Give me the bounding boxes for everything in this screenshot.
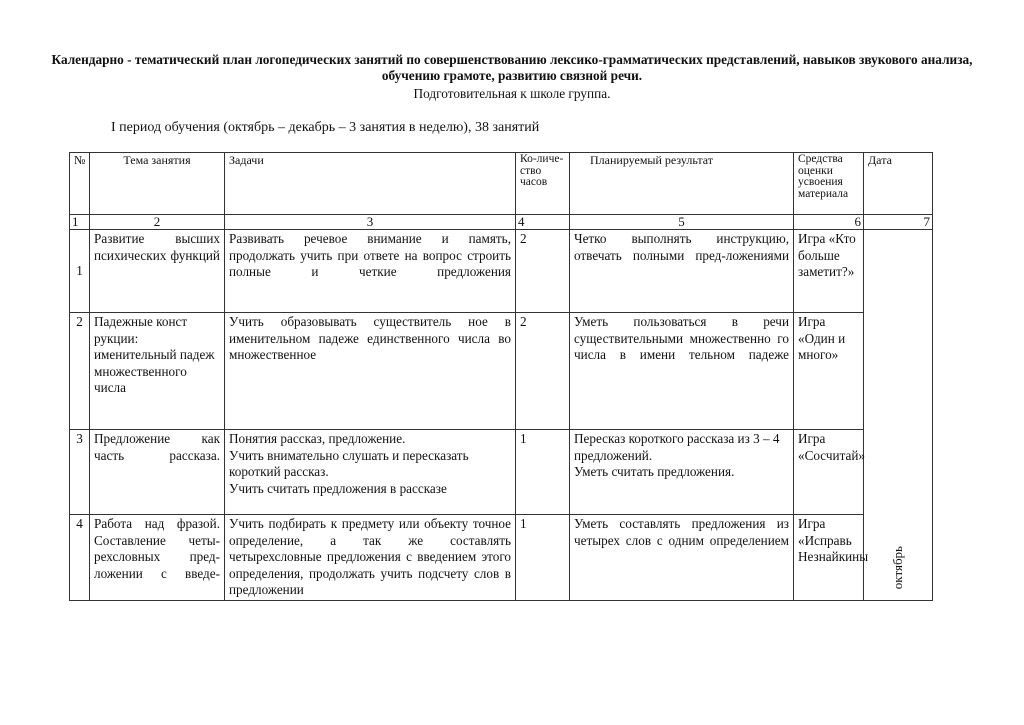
header-topic: Тема занятия <box>90 153 225 215</box>
row-means: Игра «Исправь Незнайкины <box>794 515 864 601</box>
header-hours: Ко-личе-ство часов <box>516 153 570 215</box>
row-result: Уметь составлять предложения из четырех слов с одним определением <box>570 515 794 601</box>
table-row <box>70 230 933 313</box>
row-means: Игра «Кто больше заметит?» <box>794 230 864 313</box>
task-line: Учить внимательно слушать и пересказать короткий рассказ. <box>229 447 469 479</box>
table-row <box>70 313 933 430</box>
row-result <box>570 430 794 515</box>
header-means: Средства оценки усвоения материала <box>794 153 864 215</box>
row-result: Четко выполнять инструкцию, отвечать полными пред-ложениями <box>570 230 794 313</box>
table-row <box>70 515 933 601</box>
col-number: 4 <box>516 215 570 230</box>
col-number: 3 <box>225 215 516 230</box>
col-number: 6 <box>794 215 864 230</box>
header-tasks: Задачи <box>225 153 516 215</box>
row-hours: 2 <box>516 313 570 430</box>
col-number: 2 <box>90 215 225 230</box>
header-result: Планируемый результат <box>570 153 794 215</box>
month-label: октябрь <box>889 545 905 589</box>
row-topic: Работа над фразой. Составление четы-рехсловных пред-ложении с введе- <box>90 515 225 601</box>
col-number: 7 <box>864 215 933 230</box>
row-means: Игра «Один и много» <box>794 313 864 430</box>
period-heading: I период обучения (октябрь – декабрь – 3 занятия в неделю), 38 занятий <box>111 120 540 135</box>
table-row <box>70 430 933 515</box>
row-hours: 2 <box>516 230 570 313</box>
col-number: 1 <box>70 215 90 230</box>
header-row <box>70 153 933 215</box>
row-tasks: Учить подбирать к предмету или объекту точное определение, а так же составлять четырехсловные предложения с введением этого определения, продолжать учить подсчету слов в предложении <box>225 515 516 601</box>
document-subtitle: Подготовительная к школе группа. <box>413 86 611 101</box>
result-line: Пересказ короткого рассказа из 3 – 4 предложений. <box>574 431 780 463</box>
column-number-row <box>70 215 933 230</box>
lesson-plan-table <box>69 152 933 601</box>
row-topic: Предложение как часть рассказа. <box>90 430 225 515</box>
row-tasks <box>225 430 516 515</box>
header-date: Дата <box>864 153 933 215</box>
task-line: Понятия рассказ, предложение. <box>229 431 406 446</box>
document-title: Календарно - тематический план логопедических занятий по совершенствованию лексико-грамматических представлений, навыков звукового анализа, обучению грамоте, развитию связной речи. <box>51 52 973 83</box>
result-line: Уметь считать предложения. <box>574 464 735 479</box>
header-num: № <box>70 153 90 215</box>
row-number: 3 <box>70 430 90 515</box>
task-line: Учить считать предложения в рассказе <box>229 480 447 496</box>
row-number: 1 <box>70 230 90 313</box>
row-hours: 1 <box>516 430 570 515</box>
row-result: Уметь пользоваться в речи существительными множественно го числа в имени тельном падеже <box>570 313 794 430</box>
row-topic: Падежные конст рукции: именительный падеж множественного числа <box>90 313 225 430</box>
row-tasks: Развивать речевое внимание и память, продолжать учить при ответе на вопрос строить полные и четкие предложения <box>225 230 516 313</box>
row-tasks: Учить образовывать существитель ное в именительном падеже единственного числа во множественное <box>225 313 516 430</box>
row-topic: Развитие высших психических функций <box>90 230 225 313</box>
row-means: Игра «Сосчитай» <box>794 430 864 515</box>
row-hours: 1 <box>516 515 570 601</box>
col-number: 5 <box>570 215 794 230</box>
month-cell <box>864 230 933 601</box>
row-number: 2 <box>70 313 90 430</box>
row-number: 4 <box>70 515 90 601</box>
